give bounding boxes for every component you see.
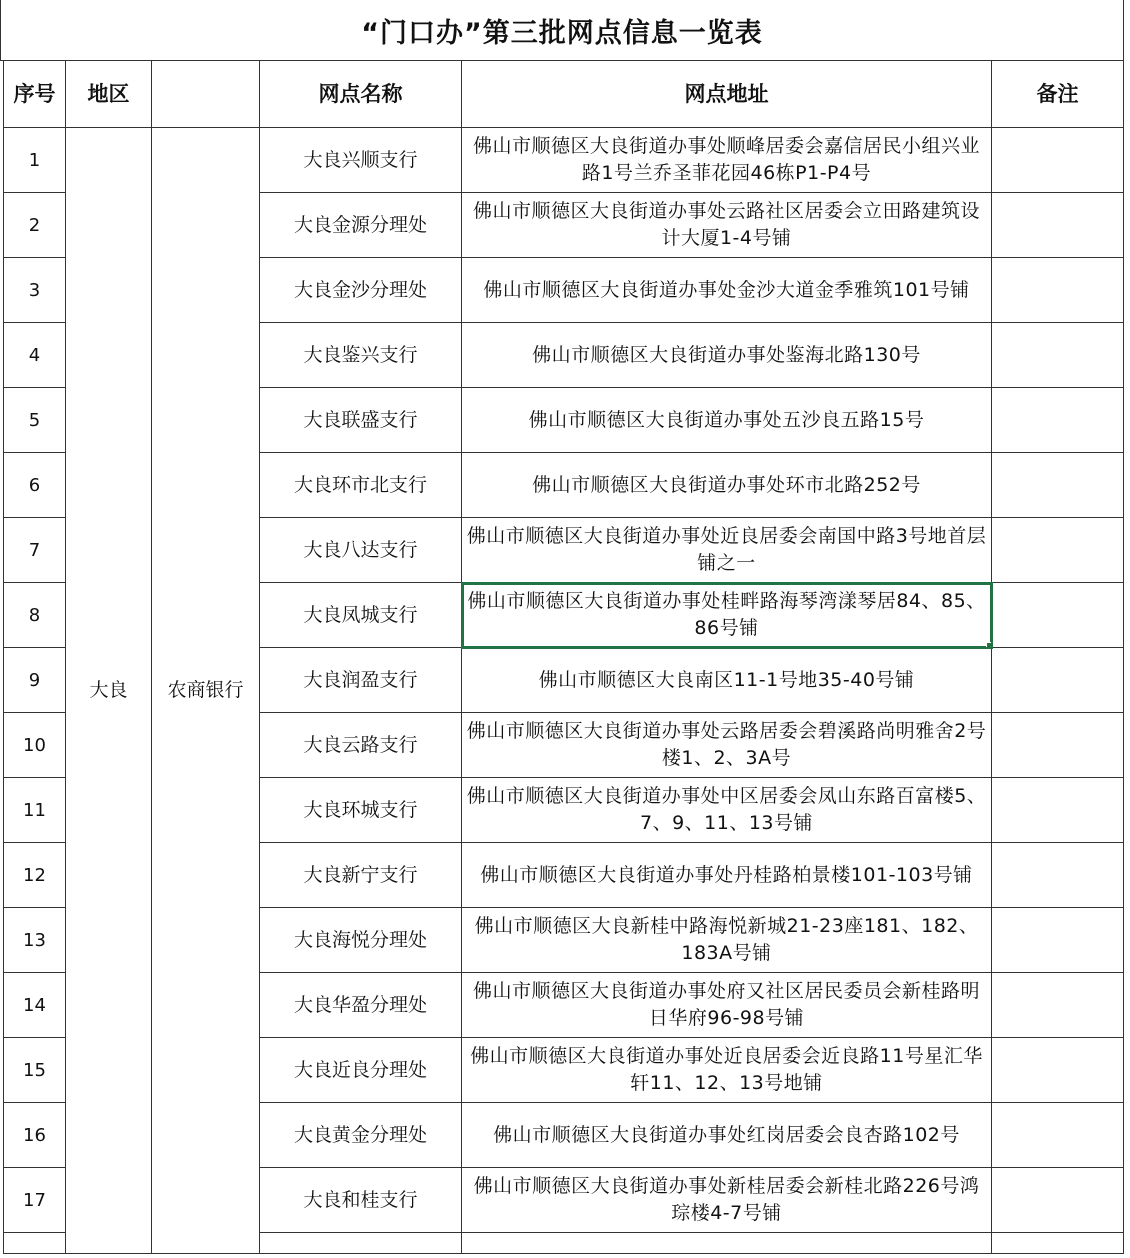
cell-address[interactable]: 佛山市顺德区大良街道办事处五沙良五路15号: [462, 388, 992, 453]
header-bank[interactable]: [152, 61, 260, 128]
branch-table: [3, 60, 1124, 1254]
cell-seq[interactable]: 5: [4, 388, 66, 453]
cell-name[interactable]: 大良金沙分理处: [260, 258, 462, 323]
cell-address[interactable]: 佛山市顺德区大良街道办事处桂畔路海琴湾漾琴居84、85、86号铺: [462, 583, 992, 648]
cell-bank[interactable]: 农商银行: [152, 128, 260, 1254]
cell-address[interactable]: 佛山市顺德区大良街道办事处鉴海北路130号: [462, 323, 992, 388]
cell-seq[interactable]: 7: [4, 518, 66, 583]
cell-address[interactable]: 佛山市顺德区大良街道办事处红岗居委会良杏路102号: [462, 1103, 992, 1168]
cell-name[interactable]: 大良华盈分理处: [260, 973, 462, 1038]
cell-address[interactable]: [462, 1233, 992, 1254]
header-row: [4, 61, 1124, 128]
cell-address[interactable]: 佛山市顺德区大良街道办事处金沙大道金季雅筑101号铺: [462, 258, 992, 323]
cell-seq[interactable]: [4, 1233, 66, 1254]
cell-name[interactable]: 大良润盈支行: [260, 648, 462, 713]
cell-seq[interactable]: 2: [4, 193, 66, 258]
cell-seq[interactable]: 15: [4, 1038, 66, 1103]
cell-name[interactable]: 大良云路支行: [260, 713, 462, 778]
cell-remark[interactable]: [992, 778, 1124, 843]
cell-remark[interactable]: [992, 1168, 1124, 1233]
cell-name[interactable]: 大良环城支行: [260, 778, 462, 843]
header-name[interactable]: 网点名称: [260, 61, 462, 128]
table-body: [4, 128, 1124, 1254]
cell-remark[interactable]: [992, 193, 1124, 258]
cell-address[interactable]: 佛山市顺德区大良街道办事处云路居委会碧溪路尚明雅舍2号楼1、2、3A号: [462, 713, 992, 778]
cell-remark[interactable]: [992, 453, 1124, 518]
cell-seq[interactable]: 13: [4, 908, 66, 973]
cell-remark[interactable]: [992, 258, 1124, 323]
cell-seq[interactable]: 4: [4, 323, 66, 388]
cell-remark[interactable]: [992, 648, 1124, 713]
fill-handle[interactable]: [986, 642, 992, 648]
cell-seq[interactable]: 10: [4, 713, 66, 778]
cell-address[interactable]: 佛山市顺德区大良街道办事处近良居委会近良路11号星汇华轩11、12、13号地铺: [462, 1038, 992, 1103]
cell-address[interactable]: 佛山市顺德区大良街道办事处环市北路252号: [462, 453, 992, 518]
cell-seq[interactable]: 12: [4, 843, 66, 908]
cell-remark[interactable]: [992, 388, 1124, 453]
cell-address[interactable]: 佛山市顺德区大良街道办事处新桂居委会新桂北路226号鸿琮楼4-7号铺: [462, 1168, 992, 1233]
cell-name[interactable]: 大良和桂支行: [260, 1168, 462, 1233]
cell-remark[interactable]: [992, 1233, 1124, 1254]
cell-name[interactable]: 大良新宁支行: [260, 843, 462, 908]
cell-seq[interactable]: 11: [4, 778, 66, 843]
cell-address[interactable]: 佛山市顺德区大良街道办事处云路社区居委会立田路建筑设计大厦1-4号铺: [462, 193, 992, 258]
cell-seq[interactable]: 1: [4, 128, 66, 193]
cell-address[interactable]: 佛山市顺德区大良街道办事处顺峰居委会嘉信居民小组兴业路1号兰乔圣菲花园46栋P1-P4号: [462, 128, 992, 193]
cell-name[interactable]: 大良鉴兴支行: [260, 323, 462, 388]
cell-address[interactable]: 佛山市顺德区大良街道办事处丹桂路柏景楼101-103号铺: [462, 843, 992, 908]
cell-remark[interactable]: [992, 128, 1124, 193]
cell-address[interactable]: 佛山市顺德区大良街道办事处近良居委会南国中路3号地首层铺之一: [462, 518, 992, 583]
cell-seq[interactable]: 17: [4, 1168, 66, 1233]
cell-seq[interactable]: 6: [4, 453, 66, 518]
cell-name[interactable]: 大良海悦分理处: [260, 908, 462, 973]
cell-name[interactable]: 大良黄金分理处: [260, 1103, 462, 1168]
cell-address[interactable]: 佛山市顺德区大良南区11-1号地35-40号铺: [462, 648, 992, 713]
table-row: [4, 128, 1124, 193]
cell-name[interactable]: 大良环市北支行: [260, 453, 462, 518]
cell-address[interactable]: 佛山市顺德区大良新桂中路海悦新城21-23座181、182、183A号铺: [462, 908, 992, 973]
cell-seq[interactable]: 14: [4, 973, 66, 1038]
header-seq[interactable]: 序号: [4, 61, 66, 128]
cell-name[interactable]: 大良兴顺支行: [260, 128, 462, 193]
header-address[interactable]: 网点地址: [462, 61, 992, 128]
cell-address[interactable]: 佛山市顺德区大良街道办事处中区居委会凤山东路百富楼5、7、9、11、13号铺: [462, 778, 992, 843]
cell-seq[interactable]: 8: [4, 583, 66, 648]
cell-seq[interactable]: 9: [4, 648, 66, 713]
cell-name[interactable]: 大良近良分理处: [260, 1038, 462, 1103]
cell-remark[interactable]: [992, 908, 1124, 973]
cell-name[interactable]: 大良金源分理处: [260, 193, 462, 258]
cell-region[interactable]: 大良: [66, 128, 152, 1254]
cell-name[interactable]: 大良凤城支行: [260, 583, 462, 648]
cell-name[interactable]: 大良联盛支行: [260, 388, 462, 453]
cell-remark[interactable]: [992, 323, 1124, 388]
cell-name[interactable]: [260, 1233, 462, 1254]
cell-address[interactable]: 佛山市顺德区大良街道办事处府又社区居民委员会新桂路明日华府96-98号铺: [462, 973, 992, 1038]
cell-remark[interactable]: [992, 843, 1124, 908]
cell-remark[interactable]: [992, 518, 1124, 583]
header-remark[interactable]: 备注: [992, 61, 1124, 128]
cell-remark[interactable]: [992, 583, 1124, 648]
cell-remark[interactable]: [992, 973, 1124, 1038]
header-region[interactable]: 地区: [66, 61, 152, 128]
cell-seq[interactable]: 3: [4, 258, 66, 323]
cell-remark[interactable]: [992, 713, 1124, 778]
cell-name[interactable]: 大良八达支行: [260, 518, 462, 583]
cell-remark[interactable]: [992, 1103, 1124, 1168]
cell-seq[interactable]: 16: [4, 1103, 66, 1168]
cell-remark[interactable]: [992, 1038, 1124, 1103]
page-title[interactable]: “门口办”第三批网点信息一览表: [0, 0, 1124, 61]
